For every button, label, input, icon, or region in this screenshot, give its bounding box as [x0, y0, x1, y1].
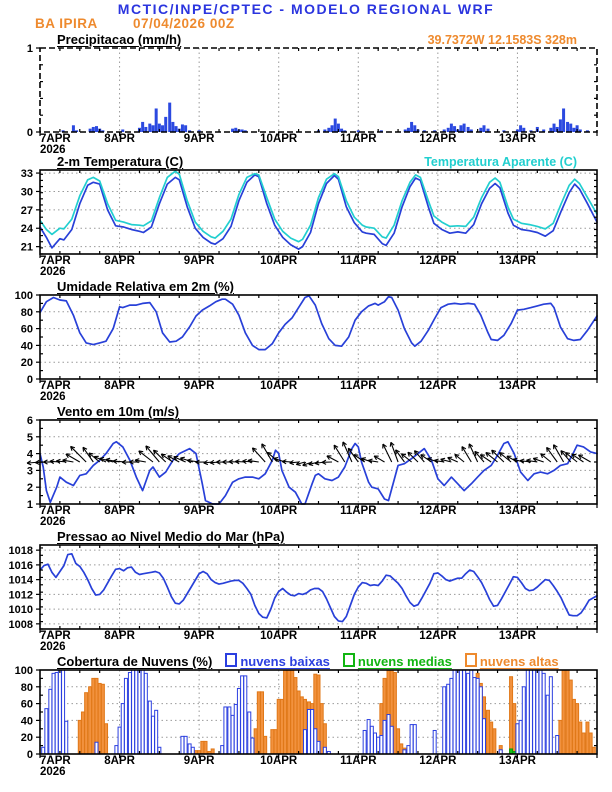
panel-title-row [0, 405, 612, 419]
svg-text:40: 40 [20, 340, 33, 353]
pressure-chart [0, 544, 612, 636]
x-tick-label: 7APR [40, 755, 71, 767]
precipitation-bars-precipitacao [62, 103, 589, 132]
legend-item-low-clouds [225, 653, 330, 669]
panel-temperature [0, 155, 612, 281]
wind-chart [0, 415, 612, 511]
temperature-y-labels [21, 168, 34, 254]
x-axis-labels [0, 755, 612, 779]
x-axis-labels [0, 380, 612, 404]
svg-text:30: 30 [20, 186, 33, 199]
x-tick-label: 9APR [183, 755, 215, 767]
x-tick-label: 11APR [340, 755, 377, 767]
legend-label: nuvens altas [479, 654, 559, 669]
x-tick-label: 9APR [183, 380, 215, 392]
legend-label: nuvens medias [357, 654, 452, 669]
x-axis-year: 2026 [40, 144, 66, 156]
x-tick-label: 10APR [260, 630, 298, 642]
temperature-chart [0, 169, 612, 261]
panel-precipitation [0, 33, 612, 159]
svg-text:5: 5 [26, 431, 33, 444]
x-tick-label: 13APR [498, 133, 536, 145]
panel-title: Pressao ao Nivel Medio do Mar (hPa) [57, 529, 285, 544]
precipitation-y-labels [27, 43, 33, 139]
svg-text:40: 40 [20, 715, 33, 728]
svg-text:27: 27 [20, 204, 33, 217]
x-tick-label: 12APR [419, 380, 457, 392]
mid-clouds-swatch-icon [343, 653, 355, 667]
svg-text:6: 6 [26, 415, 33, 427]
x-tick-label: 9APR [183, 255, 215, 267]
x-tick-label: 13APR [498, 755, 536, 767]
x-tick-label: 10APR [260, 133, 298, 145]
panel-title: Vento em 10m (m/s) [57, 404, 180, 419]
pressure-frame [40, 545, 597, 629]
x-tick-label: 8APR [104, 505, 135, 517]
x-tick-label: 7APR [40, 380, 71, 392]
svg-text:1008: 1008 [8, 618, 33, 631]
x-tick-label: 12APR [419, 255, 457, 267]
precipitation-frame [40, 48, 597, 132]
x-tick-label: 12APR [419, 133, 457, 145]
pressure-line-Pressao [40, 554, 597, 622]
x-tick-label: 11APR [340, 133, 377, 145]
legend-item-high-clouds [465, 653, 559, 669]
x-tick-label: 8APR [104, 380, 135, 392]
svg-text:2: 2 [26, 482, 33, 495]
x-axis-year: 2026 [40, 766, 66, 778]
x-tick-label: 7APR [40, 630, 71, 642]
x-tick-label: 8APR [104, 133, 135, 145]
panel-title: Cobertura de Nuvens (%) [57, 654, 213, 669]
svg-text:1012: 1012 [8, 589, 33, 602]
x-tick-label: 13APR [498, 505, 536, 517]
panel-humidity [0, 280, 612, 406]
x-axis-labels [0, 630, 612, 654]
humidity-chart [0, 290, 612, 386]
svg-text:24: 24 [20, 223, 33, 236]
svg-text:1014: 1014 [8, 574, 33, 587]
panel-title: 2-m Temperatura (C) [57, 154, 184, 169]
pressure-gridlines [40, 545, 597, 629]
x-axis-labels [0, 255, 612, 279]
svg-text:60: 60 [20, 698, 33, 711]
svg-text:20: 20 [20, 732, 33, 745]
x-tick-label: 9APR [183, 630, 215, 642]
panel-title-row [0, 530, 612, 544]
svg-text:100: 100 [14, 290, 33, 302]
svg-text:0: 0 [26, 127, 33, 139]
panel-wind [0, 405, 612, 531]
temperature-gridlines [40, 170, 597, 254]
x-tick-label: 10APR [260, 255, 298, 267]
precipitation-gridlines [120, 48, 518, 132]
clouds-y-labels [15, 665, 33, 761]
panel-title-row [0, 280, 612, 294]
panel-title: Precipitacao (mm/h) [57, 32, 182, 47]
x-tick-label: 8APR [104, 755, 135, 767]
cloud-cover-chart [0, 665, 612, 761]
panel-title-row [0, 155, 612, 169]
x-tick-label: 13APR [498, 255, 536, 267]
legend-label: nuvens baixas [240, 654, 330, 669]
x-axis-year: 2026 [40, 266, 66, 278]
x-tick-label: 12APR [419, 630, 457, 642]
temperature-frame [40, 170, 597, 254]
x-tick-label: 13APR [498, 380, 536, 392]
x-axis-labels [0, 505, 612, 529]
low-clouds-swatch-icon [225, 653, 237, 667]
wind-line-Vento-10m [40, 442, 597, 504]
model-run-label: 07/04/2026 00Z [133, 16, 235, 31]
humidity-y-labels [15, 290, 33, 386]
x-tick-label: 9APR [183, 133, 215, 145]
svg-text:4: 4 [26, 448, 33, 461]
coordinates-label: 39.7372W 12.1583S 328m [427, 33, 577, 47]
svg-text:80: 80 [20, 306, 33, 319]
precipitation-ticks [36, 48, 597, 136]
svg-text:1010: 1010 [8, 604, 33, 617]
panel-title: Umidade Relativa em 2m (%) [57, 279, 235, 294]
svg-text:20: 20 [20, 357, 33, 370]
x-axis-year: 2026 [40, 516, 66, 528]
svg-text:1018: 1018 [8, 545, 33, 558]
svg-text:100: 100 [14, 665, 33, 677]
svg-text:60: 60 [20, 323, 33, 336]
x-tick-label: 11APR [340, 505, 377, 517]
page-title: MCTIC/INPE/CPTEC - MODELO REGIONAL WRF [117, 1, 495, 17]
x-tick-label: 9APR [183, 505, 215, 517]
svg-text:33: 33 [20, 168, 33, 181]
precipitation-chart [0, 43, 612, 139]
x-tick-label: 12APR [419, 755, 457, 767]
panel-pressure [0, 530, 612, 656]
x-tick-label: 10APR [260, 755, 298, 767]
x-tick-label: 8APR [104, 630, 135, 642]
temperature-line-2-m-Temperatura [40, 175, 597, 249]
x-tick-label: 10APR [260, 505, 298, 517]
station-label: BA IPIRA [35, 16, 98, 31]
humidity-line-Umidade-Relativa [40, 296, 597, 350]
svg-text:80: 80 [20, 681, 33, 694]
x-tick-label: 13APR [498, 630, 536, 642]
x-tick-label: 7APR [40, 133, 71, 145]
svg-text:3: 3 [26, 465, 33, 478]
panel-cloud-cover [0, 655, 612, 781]
x-axis-year: 2026 [40, 391, 66, 403]
svg-text:1: 1 [26, 43, 33, 55]
x-tick-label: 8APR [104, 255, 135, 267]
panel-title-row [0, 655, 612, 669]
apparent-temperature-label: Temperatura Aparente (C) [424, 155, 577, 169]
x-tick-label: 11APR [340, 380, 377, 392]
svg-text:0: 0 [26, 374, 33, 386]
x-tick-label: 12APR [419, 505, 457, 517]
svg-text:1: 1 [26, 499, 33, 511]
x-tick-label: 7APR [40, 505, 71, 517]
header-line2 [0, 16, 612, 31]
svg-text:0: 0 [26, 749, 33, 761]
x-tick-label: 11APR [340, 255, 377, 267]
legend-item-mid-clouds [343, 653, 452, 669]
x-tick-label: 7APR [40, 255, 71, 267]
panel-title-row [0, 33, 612, 47]
pressure-y-labels [9, 545, 34, 631]
x-tick-label: 10APR [260, 380, 298, 392]
svg-text:21: 21 [20, 241, 33, 254]
svg-text:1016: 1016 [8, 559, 33, 572]
high-clouds-swatch-icon [465, 653, 477, 667]
x-axis-year: 2026 [40, 641, 66, 653]
x-tick-label: 11APR [340, 630, 377, 642]
